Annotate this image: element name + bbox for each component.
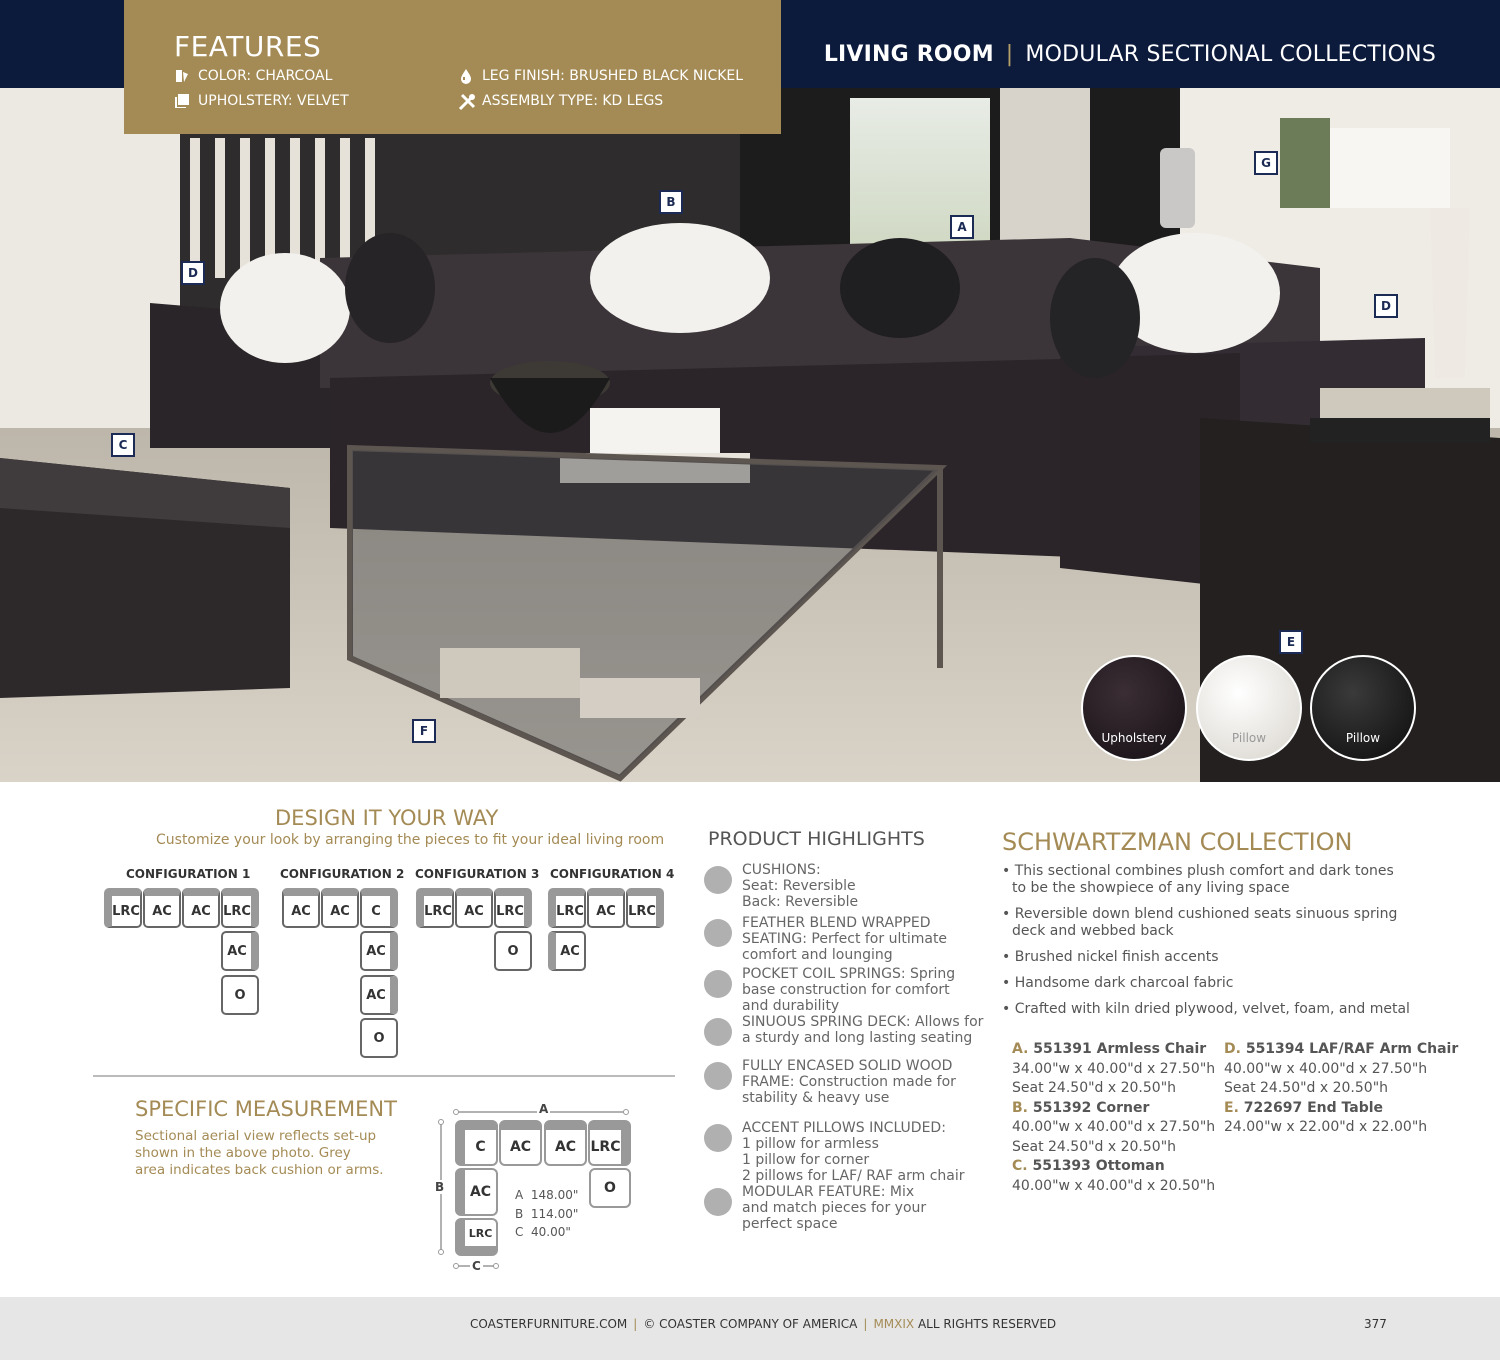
config2-block-o: O (360, 1018, 398, 1058)
config3-block-ac: AC (455, 888, 493, 928)
section-name: LIVING ROOM (823, 42, 994, 67)
highlight-text: MODULAR FEATURE: Mix and match pieces for your perfect space (742, 1184, 927, 1232)
color-swatch-icon (174, 68, 190, 84)
pillow-icon (704, 1124, 732, 1152)
measure-block-ac-vertical: AC (455, 1168, 498, 1216)
config1-block-lrc: LRC (104, 888, 142, 928)
feature-color-text: COLOR: CHARCOAL (198, 68, 333, 84)
feature-upholstery (174, 93, 349, 109)
dimension-b-label: B (435, 1180, 445, 1194)
bullet-text: Handsome dark charcoal fabric (1014, 975, 1234, 991)
feature-upholstery-text: UPHOLSTERY: VELVET (198, 93, 349, 109)
spec-name: 722697 End Table (1243, 1099, 1384, 1116)
feature-assembly-text: ASSEMBLY TYPE: KD LEGS (482, 93, 664, 109)
dim-key: A (515, 1188, 524, 1202)
features-panel (124, 0, 781, 134)
dimension-a-label: A (539, 1102, 549, 1116)
dim-row-b (515, 1205, 578, 1224)
spec-c (1012, 1157, 1215, 1177)
measurement-title: SPECIFIC MEASUREMENT (135, 1097, 397, 1121)
spec-letter: D. (1224, 1041, 1241, 1057)
config2-block-ac: AC (360, 975, 398, 1015)
swatch-pillow-white (1196, 655, 1302, 761)
subsection-name: MODULAR SECTIONAL COLLECTIONS (1025, 42, 1436, 67)
marker-g[interactable]: G (1254, 151, 1278, 175)
room-photo (0, 88, 1500, 782)
footer-rights: ALL RIGHTS RESERVED (917, 1317, 1057, 1331)
dim-row-c (515, 1223, 578, 1242)
marker-e[interactable]: E (1279, 630, 1303, 654)
highlight-text: SINUOUS SPRING DECK: Allows for a sturdy and long lasting seating (742, 1014, 984, 1046)
spec-name: 551394 LAF/RAF Arm Chair (1245, 1041, 1459, 1057)
spec-letter: A. (1012, 1041, 1029, 1057)
bullet-text: This sectional combines plush comfort and dark tones to be the showpiece of any living space (1012, 863, 1394, 896)
swatch-label: Pillow (1231, 731, 1267, 745)
config-3-title: CONFIGURATION 3 (415, 867, 540, 881)
footer-credits: COASTERFURNITURE.COM | © COASTER COMPANY OF AMERICA | MMXIX ALL RIGHTS RESERVED (470, 1317, 1057, 1331)
dim-key: C (515, 1225, 524, 1239)
collection-bullet: • This sectional combines plush comfort and dark tones to be the showpiece of any living space (1002, 863, 1394, 896)
spec-letter: B. (1012, 1099, 1028, 1116)
highlight-text: FULLY ENCASED SOLID WOOD FRAME: Construction made for stability & heavy use (742, 1058, 956, 1106)
title-separator: | (1005, 42, 1014, 67)
config2-block-ac: AC (360, 931, 398, 971)
spec-line: 40.00"w x 40.00"d x 20.50"h (1012, 1177, 1216, 1194)
bullet-text: Reversible down blend cushioned seats sinuous spring deck and webbed back (1012, 906, 1398, 939)
collection-bullet: • Handsome dark charcoal fabric (1002, 975, 1234, 991)
spec-d (1224, 1040, 1458, 1060)
feature-leg-finish (458, 68, 743, 84)
dim-key: B (515, 1206, 524, 1221)
feature-color (174, 68, 332, 84)
footer (0, 1297, 1500, 1360)
tools-icon (458, 93, 474, 109)
config3-block-lrc: LRC (416, 888, 454, 928)
highlight-text: FEATHER BLEND WRAPPED SEATING: Perfect for ultimate comfort and lounging (742, 915, 948, 963)
features-title: FEATURES (174, 30, 322, 63)
section-divider (93, 1075, 675, 1077)
config4-block-ac: AC (548, 931, 586, 971)
feature-leg-finish-text: LEG FINISH: BRUSHED BLACK NICKEL (482, 68, 744, 84)
measure-block-lrc: LRC (588, 1120, 631, 1166)
config-2-title: CONFIGURATION 2 (280, 867, 405, 881)
dim-value: 114.00" (530, 1206, 579, 1221)
config1-block-ac: AC (143, 888, 181, 928)
spec-e (1224, 1099, 1458, 1119)
config-4-title: CONFIGURATION 4 (550, 867, 675, 881)
spec-letter: E. (1224, 1099, 1239, 1116)
config2-block-ac: AC (282, 888, 320, 928)
swatch-label: Upholstery (1101, 731, 1167, 745)
swatch-upholstery (1081, 655, 1187, 761)
spec-line: Seat 24.50"d x 20.50"h (1012, 1138, 1177, 1155)
droplet-icon (458, 68, 474, 84)
marker-c[interactable]: C (111, 433, 135, 457)
highlight-text: CUSHIONS: Seat: Reversible Back: Reversible (742, 862, 859, 910)
config4-block-lrc: LRC (626, 888, 664, 928)
spring-icon (704, 1018, 732, 1046)
dim-value: 40.00" (531, 1225, 571, 1239)
config2-block-ac: AC (321, 888, 359, 928)
spec-name: 551391 Armless Chair (1033, 1041, 1207, 1057)
design-subtitle: Customize your look by arranging the pieces to fit your ideal living room (156, 832, 665, 848)
marker-d-left[interactable]: D (181, 261, 205, 285)
section-title (824, 42, 1436, 67)
feature-assembly (458, 93, 663, 109)
collection-bullet: • Crafted with kiln dried plywood, velvet, foam, and metal (1002, 1001, 1410, 1017)
spec-b (1012, 1099, 1215, 1119)
dim-row-a (515, 1186, 578, 1205)
dim-value: 148.00" (530, 1188, 579, 1202)
upholstery-icon (174, 93, 190, 109)
footer-year: MMXIX (873, 1317, 915, 1331)
marker-b[interactable]: B (659, 190, 683, 214)
collection-bullet: • Reversible down blend cushioned seats sinuous spring deck and webbed back (1002, 906, 1398, 939)
config3-block-lrc: LRC (494, 888, 532, 928)
collection-bullets (1002, 863, 1412, 1018)
highlight-text: POCKET COIL SPRINGS: Spring base construction for comfort and durability (742, 966, 956, 1014)
spec-line: 40.00"w x 40.00"d x 27.50"h (1224, 1060, 1428, 1077)
measure-block-c: C (455, 1120, 498, 1166)
spec-letter: C. (1012, 1158, 1028, 1174)
modular-icon (704, 1188, 732, 1216)
config-1-title: CONFIGURATION 1 (126, 867, 251, 881)
marker-d-right[interactable]: D (1374, 294, 1398, 318)
bullet-text: Brushed nickel finish accents (1014, 949, 1219, 965)
config1-block-ac: AC (182, 888, 220, 928)
feather-icon (704, 919, 732, 947)
frame-icon (704, 1062, 732, 1090)
config4-block-lrc: LRC (548, 888, 586, 928)
spec-line: 24.00"w x 22.00"d x 22.00"h (1224, 1119, 1428, 1135)
swatch-pillow-black (1310, 655, 1416, 761)
footer-company: © COASTER COMPANY OF AMERICA (643, 1317, 858, 1331)
config4-block-ac: AC (587, 888, 625, 928)
swatch-label: Pillow (1345, 731, 1381, 745)
specs-left (1012, 1040, 1215, 1196)
marker-f[interactable]: F (412, 719, 436, 743)
footer-site-link[interactable]: COASTERFURNITURE.COM (470, 1317, 628, 1331)
collection-title: SCHWARTZMAN COLLECTION (1002, 828, 1353, 856)
marker-a[interactable]: A (950, 215, 974, 239)
coil-icon (704, 970, 732, 998)
page-number: 377 (1364, 1317, 1387, 1331)
cushion-icon (704, 866, 732, 894)
spec-name: 551392 Corner (1032, 1099, 1150, 1116)
config3-block-o: O (494, 931, 532, 971)
spec-line: Seat 24.50"d x 20.50"h (1012, 1080, 1177, 1096)
highlights-title: PRODUCT HIGHLIGHTS (708, 828, 925, 850)
dimension-values (515, 1186, 578, 1242)
config2-block-c: C (360, 888, 398, 928)
spec-name: 551393 Ottoman (1032, 1158, 1165, 1174)
specs-right (1224, 1040, 1458, 1138)
highlight-text: ACCENT PILLOWS INCLUDED: 1 pillow for armless 1 pillow for corner 2 pillows for LAF/ RAF arm chair (742, 1120, 965, 1184)
measure-block-ac: AC (499, 1120, 542, 1166)
measurement-text: Sectional aerial view reflects set-up shown in the above photo. Grey area indicates back cushion or arms. (135, 1128, 384, 1178)
collection-bullet: • Brushed nickel finish accents (1002, 949, 1219, 965)
design-title: DESIGN IT YOUR WAY (275, 806, 499, 830)
measure-block-lrc-bottom: LRC (455, 1218, 498, 1256)
spec-a (1012, 1040, 1215, 1060)
config1-block-ac: AC (221, 931, 259, 971)
spec-line: Seat 24.50"d x 20.50"h (1224, 1080, 1389, 1096)
measure-block-ac: AC (544, 1120, 587, 1166)
dimension-c-label: C (472, 1259, 481, 1273)
spec-line: 40.00"w x 40.00"d x 27.50"h (1012, 1119, 1216, 1135)
config1-block-lrc: LRC (221, 888, 259, 928)
measure-block-o: O (589, 1168, 631, 1208)
spec-line: 34.00"w x 40.00"d x 27.50"h (1012, 1060, 1216, 1077)
config1-block-o: O (221, 975, 259, 1015)
bullet-text: Crafted with kiln dried plywood, velvet, foam, and metal (1014, 1001, 1410, 1017)
